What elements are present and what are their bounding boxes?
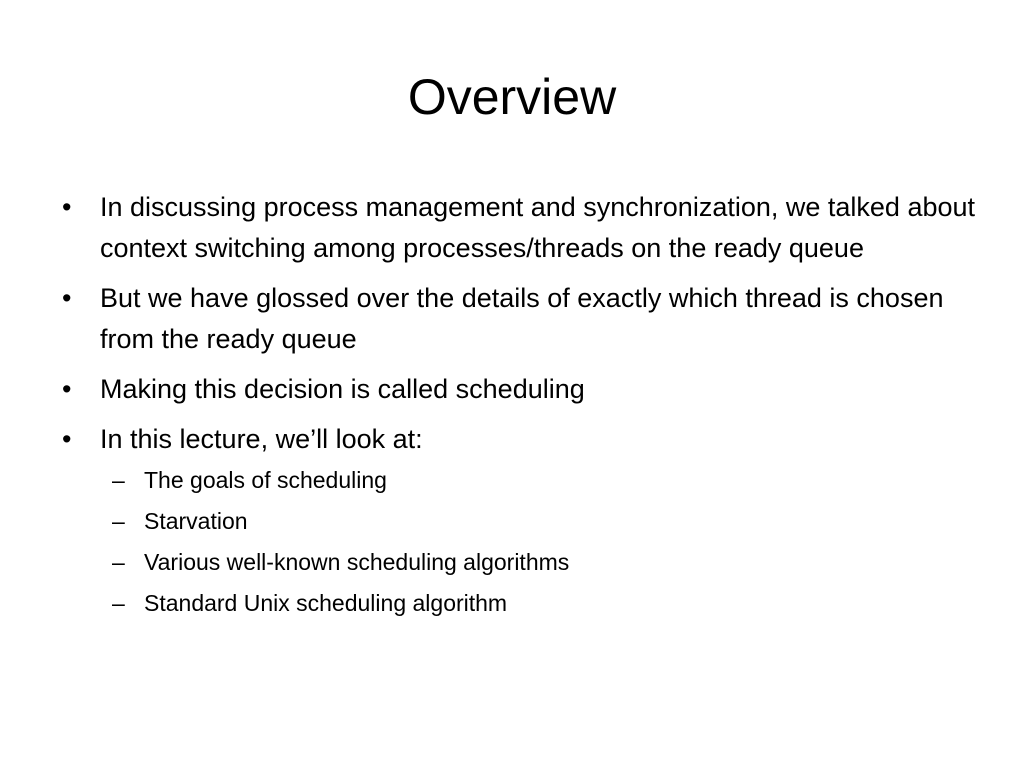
sub-bullet-item [100, 587, 976, 620]
sub-bullet-item [100, 464, 976, 497]
bullet-text: In discussing process management and synchronization, we talked about context switching among processes/threads on the ready queue [100, 192, 976, 263]
bullet-item [56, 369, 976, 410]
bullet-text: But we have glossed over the details of exactly which thread is chosen from the ready queue [100, 283, 944, 354]
bullet-marker: • [62, 374, 72, 404]
bullet-text: Making this decision is called scheduling [100, 374, 585, 404]
sub-bullet-marker: – [112, 467, 125, 493]
sub-bullet-marker: – [112, 508, 125, 534]
bullet-item [56, 187, 976, 269]
sub-bullet-item [100, 546, 976, 579]
sub-bullet-list [100, 464, 976, 620]
bullet-list [56, 187, 976, 629]
sub-bullet-marker: – [112, 590, 125, 616]
sub-bullet-text: Standard Unix scheduling algorithm [144, 590, 508, 616]
bullet-marker: • [62, 424, 72, 454]
slide-title: Overview [407, 69, 617, 125]
bullet-text: In this lecture, we’ll look at: [100, 424, 423, 454]
bullet-marker: • [62, 283, 72, 313]
sub-bullet-text: The goals of scheduling [144, 467, 387, 493]
bullet-marker: • [62, 192, 72, 222]
bullet-item [56, 419, 976, 620]
sub-bullet-text: Various well-known scheduling algorithms [144, 549, 570, 575]
sub-bullet-marker: – [112, 549, 125, 575]
bullet-item [56, 278, 976, 360]
sub-bullet-item [100, 505, 976, 538]
sub-bullet-text: Starvation [144, 508, 248, 534]
